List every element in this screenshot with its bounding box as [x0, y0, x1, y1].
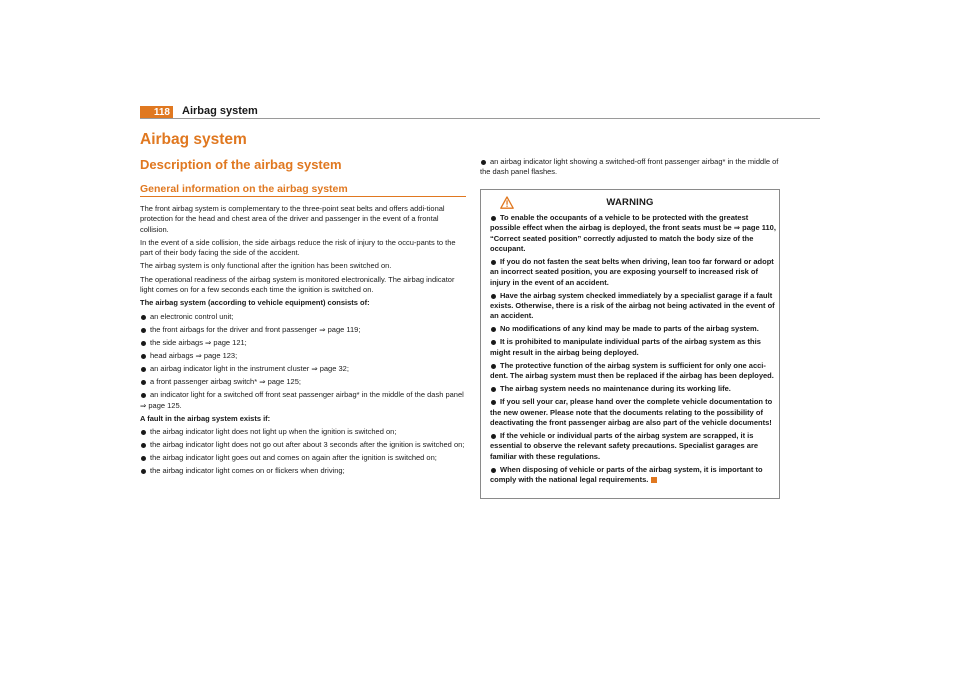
bullet-dot-icon	[481, 160, 486, 165]
bullet-dot-icon	[141, 354, 146, 359]
list-item: the side airbags ⇒ page 121;	[140, 338, 466, 348]
bullet-dot-icon	[141, 315, 146, 320]
warning-list	[490, 213, 776, 488]
consists-heading: The airbag system (according to vehicle equipment) consists of:	[140, 298, 370, 308]
warning-header	[481, 195, 779, 210]
bullet-dot-icon	[491, 400, 496, 405]
end-of-section-square-icon	[651, 477, 657, 483]
list-item: No modifications of any kind may be made to parts of the airbag system.	[490, 324, 776, 334]
section-heading: Description of the airbag system	[140, 157, 342, 172]
page-number: 118	[140, 106, 173, 119]
list-item: If the vehicle or individual parts of the airbag system are scrapped, it is essential to observe the relevant safety precautions. Specialist garages are familiar with these regulations.	[490, 431, 759, 461]
paragraph: In the event of a side collision, the side airbags reduce the risk of injury to the occu-pants to the part of their body facing the side of the accident.	[140, 237, 456, 258]
continued-list	[480, 157, 780, 178]
list-item: an airbag indicator light showing a switched-off front passenger airbag* in the middle of the dash panel flashes.	[480, 157, 779, 177]
list-item: The protective function of the airbag system is sufficient for only one acci-dent. The airbag system must then be replaced if the airbag has been deployed.	[490, 360, 774, 381]
list-item: the airbag indicator light does not light up when the ignition is switched on;	[140, 427, 466, 437]
bullet-dot-icon	[141, 469, 146, 474]
bullet-dot-icon	[491, 327, 496, 332]
list-item: an indicator light for a switched off front seat passenger airbag* in the middle of the dash panel ⇒ page 125.	[140, 390, 464, 410]
paragraph: The airbag system is only functional after the ignition has been switched on.	[140, 261, 392, 271]
bullet-dot-icon	[491, 387, 496, 392]
list-item: the airbag indicator light does not go out after about 3 seconds after the ignition is switched on;	[140, 440, 466, 450]
bullet-dot-icon	[141, 456, 146, 461]
paragraph: The operational readiness of the airbag system is monitored electronically. The airbag indicator light comes on for a few seconds each time the ignition is switched on.	[140, 274, 455, 295]
running-title: Airbag system	[182, 105, 258, 117]
bullet-dot-icon	[491, 340, 496, 345]
bullet-dot-icon	[491, 260, 496, 265]
list-item: a front passenger airbag switch* ⇒ page 125;	[140, 377, 466, 387]
bullet-dot-icon	[141, 328, 146, 333]
list-item: an airbag indicator light in the instrument cluster ⇒ page 32;	[140, 364, 466, 374]
list-item: head airbags ⇒ page 123;	[140, 351, 466, 361]
consists-list	[140, 312, 466, 411]
list-item: the airbag indicator light comes on or flickers when driving;	[140, 466, 466, 476]
list-item: When disposing of vehicle or parts of the airbag system, it is important to comply with the national legal requirements.	[490, 464, 763, 484]
left-column	[140, 204, 466, 480]
warning-title: WARNING	[606, 197, 654, 208]
bullet-dot-icon	[141, 430, 146, 435]
list-item: the airbag indicator light goes out and comes on again after the ignition is switched on;	[140, 453, 466, 463]
bullet-dot-icon	[491, 434, 496, 439]
list-item: Have the airbag system checked immediately by a specialist garage if a fault exists. Otherwise, there is a risk of the airbag not being activated in the event of an accident.	[490, 290, 775, 321]
chapter-heading: Airbag system	[140, 131, 247, 148]
bullet-dot-icon	[141, 380, 146, 385]
list-item: an electronic control unit;	[140, 312, 466, 322]
fault-list	[140, 427, 466, 477]
bullet-dot-icon	[491, 468, 496, 473]
bullet-dot-icon	[491, 216, 496, 221]
bullet-dot-icon	[141, 341, 146, 346]
list-item: The airbag system needs no maintenance during its working life.	[490, 384, 776, 394]
list-item: To enable the occupants of a vehicle to be protected with the greatest possible effect when the airbag is deployed, the front seats must be ⇒ page 110, “Correct seated position” correctly adjusted to match the body size of the occupant.	[490, 213, 776, 253]
list-item: the front airbags for the driver and front passenger ⇒ page 119;	[140, 325, 466, 335]
warning-box	[480, 189, 780, 499]
list-item: If you do not fasten the seat belts when driving, lean too far forward or adopt an incorrect seated position, you are exposing yourself to increased risk of injury in the event of an accident.	[490, 256, 774, 287]
right-column	[480, 157, 780, 180]
bullet-dot-icon	[491, 364, 496, 369]
fault-heading: A fault in the airbag system exists if:	[140, 413, 271, 423]
paragraph: The front airbag system is complementary to the three-point seat belts and offers addi-tional protection for the head and chest area of the driver and passenger in the event of a frontal collision.	[140, 204, 445, 234]
list-item: It is prohibited to manipulate individual parts of the airbag system as this might result in the airbag being deployed.	[490, 337, 761, 357]
bullet-dot-icon	[141, 367, 146, 372]
list-item: If you sell your car, please hand over the complete vehicle documentation to the new owener. Please note that the documents relating to the possibility of deactivating the front passenger airbag are also part of the vehicle documents!	[490, 397, 773, 427]
subsection-heading: General information on the airbag system	[140, 183, 348, 195]
header-rule	[140, 118, 820, 119]
bullet-dot-icon	[491, 294, 496, 299]
bullet-dot-icon	[141, 393, 146, 398]
bullet-dot-icon	[141, 443, 146, 448]
subsection-rule	[140, 196, 466, 197]
